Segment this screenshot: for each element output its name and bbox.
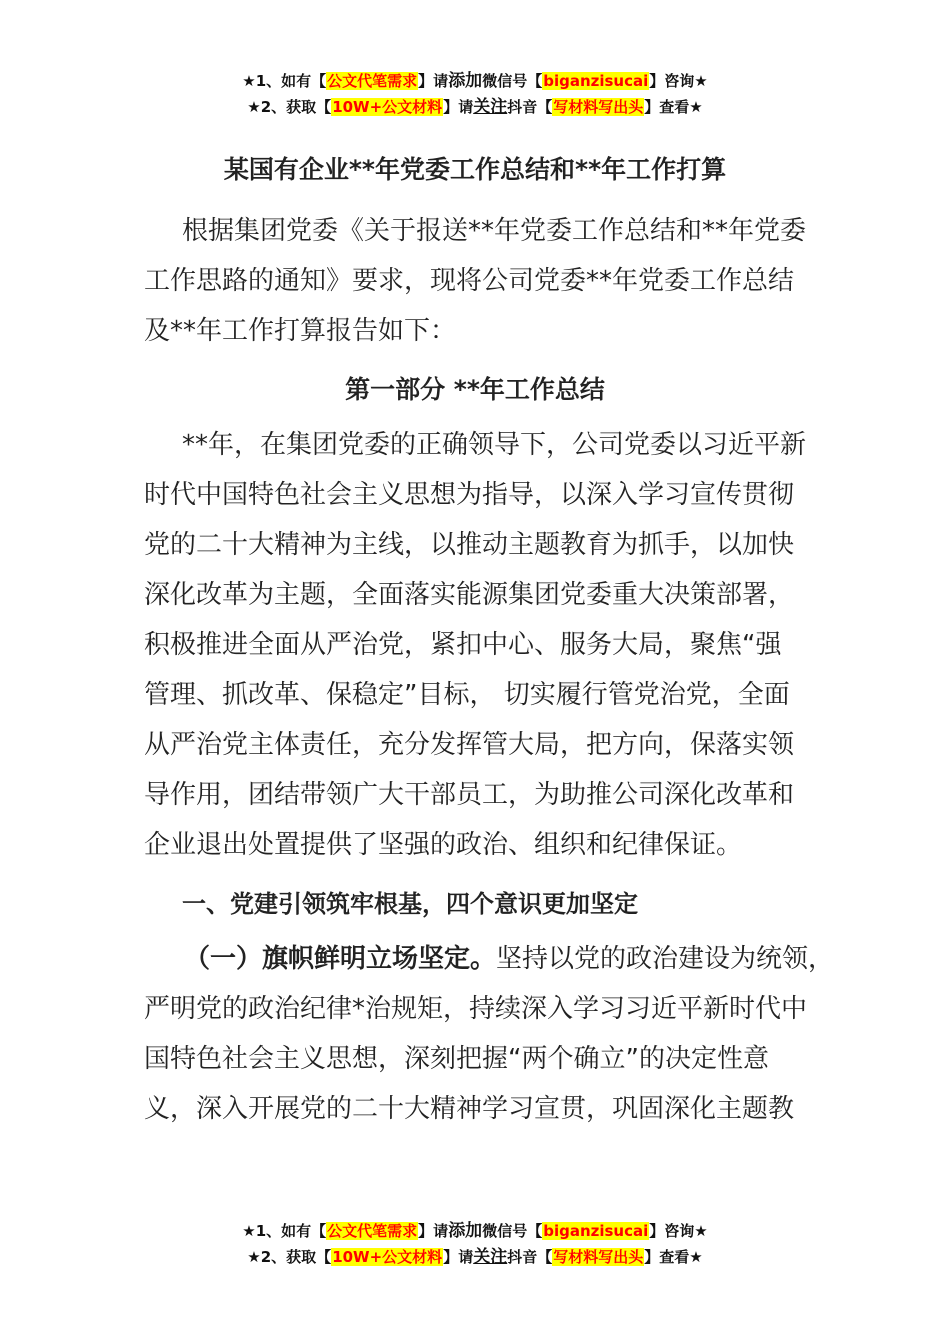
banner-line-1: ★1、如有【公文代笔需求】请添加微信号【biganzisucai】咨询★ bbox=[242, 71, 708, 91]
text-line: 义，深入开展党的二十大精神学习宣贯，巩固深化主题教 bbox=[144, 1094, 795, 1124]
banner-wechat-id: biganzisucai bbox=[543, 72, 649, 90]
text-line: 时代中国特色社会主义思想为指导，以深入学习宣传贯彻 bbox=[144, 480, 795, 510]
text-line: **年，在集团党委的正确领导下，公司党委以习近平新 bbox=[182, 430, 807, 460]
banner-wechat-id: biganzisucai bbox=[543, 1222, 649, 1240]
text-line: 积极推进全面从严治党，紧扣中心、服务大局，聚焦“强 bbox=[144, 630, 782, 660]
document-title: 某国有企业**年党委工作总结和**年工作打算 bbox=[223, 155, 727, 184]
part-title: 第一部分 **年工作总结 bbox=[345, 375, 605, 404]
text-line: （一）旗帜鲜明立场坚定。坚持以党的政治建设为统领， bbox=[184, 944, 835, 974]
section-heading: 一、党建引领筑牢根基，四个意识更加坚定 bbox=[182, 890, 638, 918]
text-line: 及**年工作打算报告如下： bbox=[144, 316, 457, 346]
text-line: 工作思路的通知》要求，现将公司党委**年党委工作总结 bbox=[144, 266, 795, 296]
summary-paragraph bbox=[144, 420, 814, 870]
subsection-paragraph bbox=[144, 934, 835, 1134]
banner-line-2: ★2、获取【10W+公文材料】请关注抖音【写材料写出头】查看★ bbox=[247, 1247, 703, 1267]
text-line: 从严治党主体责任，充分发挥管大局，把方向，保落实领 bbox=[144, 730, 795, 760]
text-line: 根据集团党委《关于报送**年党委工作总结和**年党委 bbox=[182, 216, 807, 246]
footer-banner bbox=[0, 1218, 950, 1270]
text-line: 企业退出处置提供了坚强的政治、组织和纪律保证。 bbox=[144, 830, 743, 860]
text-line: 管理、抓改革、保稳定”目标， 切实履行管党治党，全面 bbox=[144, 680, 790, 710]
intro-paragraph bbox=[144, 206, 814, 356]
banner-highlight: 公文代笔需求 bbox=[327, 1222, 418, 1240]
banner-douyin-id: 写材料写出头 bbox=[553, 98, 644, 116]
text-line: 党的二十大精神为主线，以推动主题教育为抓手，以加快 bbox=[144, 530, 795, 560]
subsection-label: （一）旗帜鲜明立场坚定。 bbox=[184, 944, 497, 974]
banner-highlight: 公文代笔需求 bbox=[327, 72, 418, 90]
text-line: 国特色社会主义思想，深刻把握“两个确立”的决定性意 bbox=[144, 1044, 769, 1074]
header-banner bbox=[0, 68, 950, 120]
banner-line-1: ★1、如有【公文代笔需求】请添加微信号【biganzisucai】咨询★ bbox=[242, 1221, 708, 1241]
text-line: 严明党的政治纪律*治规矩，持续深入学习习近平新时代中 bbox=[144, 994, 808, 1024]
banner-douyin-id: 写材料写出头 bbox=[553, 1248, 644, 1266]
banner-highlight: 10W+公文材料 bbox=[332, 1248, 443, 1266]
banner-highlight: 10W+公文材料 bbox=[332, 98, 443, 116]
text-line: 导作用，团结带领广大干部员工，为助推公司深化改革和 bbox=[144, 780, 795, 810]
banner-line-2: ★2、获取【10W+公文材料】请关注抖音【写材料写出头】查看★ bbox=[247, 97, 703, 117]
text-line: 深化改革为主题，全面落实能源集团党委重大决策部署， bbox=[144, 580, 795, 610]
